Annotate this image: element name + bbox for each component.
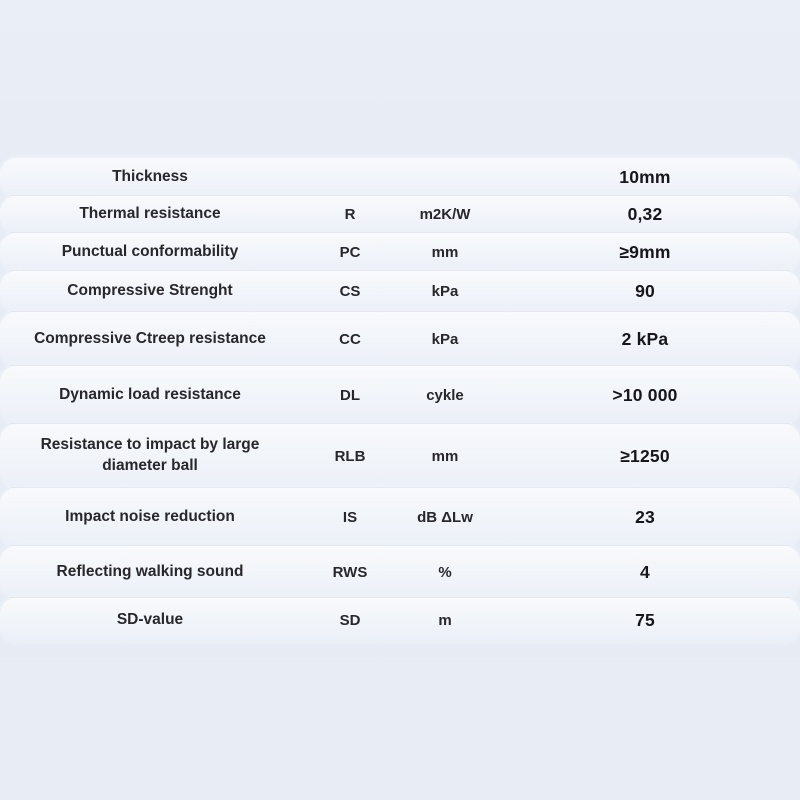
property-cell: Thermal resistance xyxy=(79,205,221,223)
unit-cell: m2K/W xyxy=(419,206,471,223)
unit-cell: dB ΔLw xyxy=(417,508,473,526)
value-cell: 75 xyxy=(635,609,655,630)
value-cell: 10mm xyxy=(619,166,671,187)
abbr-cell: IS xyxy=(342,508,358,526)
unit-cell: mm xyxy=(431,447,459,465)
table-row xyxy=(0,366,800,424)
property-cell: Impact noise reduction xyxy=(65,507,235,525)
property-cell: Resistance to impact by large diameter ball xyxy=(40,436,260,474)
abbr-cell: PC xyxy=(339,243,361,261)
table-row xyxy=(0,233,800,271)
value-cell: 0,32 xyxy=(627,204,663,224)
unit-cell: mm xyxy=(431,243,459,261)
unit-cell: % xyxy=(438,563,452,581)
table-row xyxy=(0,158,800,196)
table-row xyxy=(0,424,800,488)
property-cell: SD-value xyxy=(116,610,184,628)
unit-cell: kPa xyxy=(431,283,459,300)
property-cell: Compressive Ctreep resistance xyxy=(34,329,266,347)
property-cell: Reflecting walking sound xyxy=(56,562,244,580)
abbr-cell: SD xyxy=(339,611,361,629)
value-cell: ≥1250 xyxy=(620,445,670,466)
value-cell: 23 xyxy=(635,506,655,527)
table-row xyxy=(0,196,800,233)
abbr-cell: RWS xyxy=(332,563,368,581)
table-row xyxy=(0,271,800,312)
property-cell: Thickness xyxy=(112,167,188,185)
abbr-cell: CC xyxy=(339,330,361,348)
unit-cell: cykle xyxy=(426,386,464,404)
table-row xyxy=(0,598,800,642)
abbr-cell: R xyxy=(344,206,356,223)
abbr-cell: CS xyxy=(339,283,361,300)
unit-cell: kPa xyxy=(431,330,459,348)
value-cell: 4 xyxy=(640,561,650,582)
table-row xyxy=(0,312,800,366)
table-row xyxy=(0,546,800,598)
table-row xyxy=(0,488,800,546)
value-cell: ≥9mm xyxy=(619,241,671,262)
property-cell: Punctual conformability xyxy=(61,242,239,260)
unit-cell: m xyxy=(438,611,452,629)
product-spec-table xyxy=(0,158,800,642)
abbr-cell: RLB xyxy=(334,447,366,465)
abbr-cell: DL xyxy=(340,386,360,404)
value-cell: 90 xyxy=(635,281,655,301)
value-cell: >10 000 xyxy=(612,384,678,405)
property-cell: Dynamic load resistance xyxy=(59,385,241,403)
property-cell: Compressive Strenght xyxy=(67,282,233,300)
value-cell: 2 kPa xyxy=(621,328,669,349)
